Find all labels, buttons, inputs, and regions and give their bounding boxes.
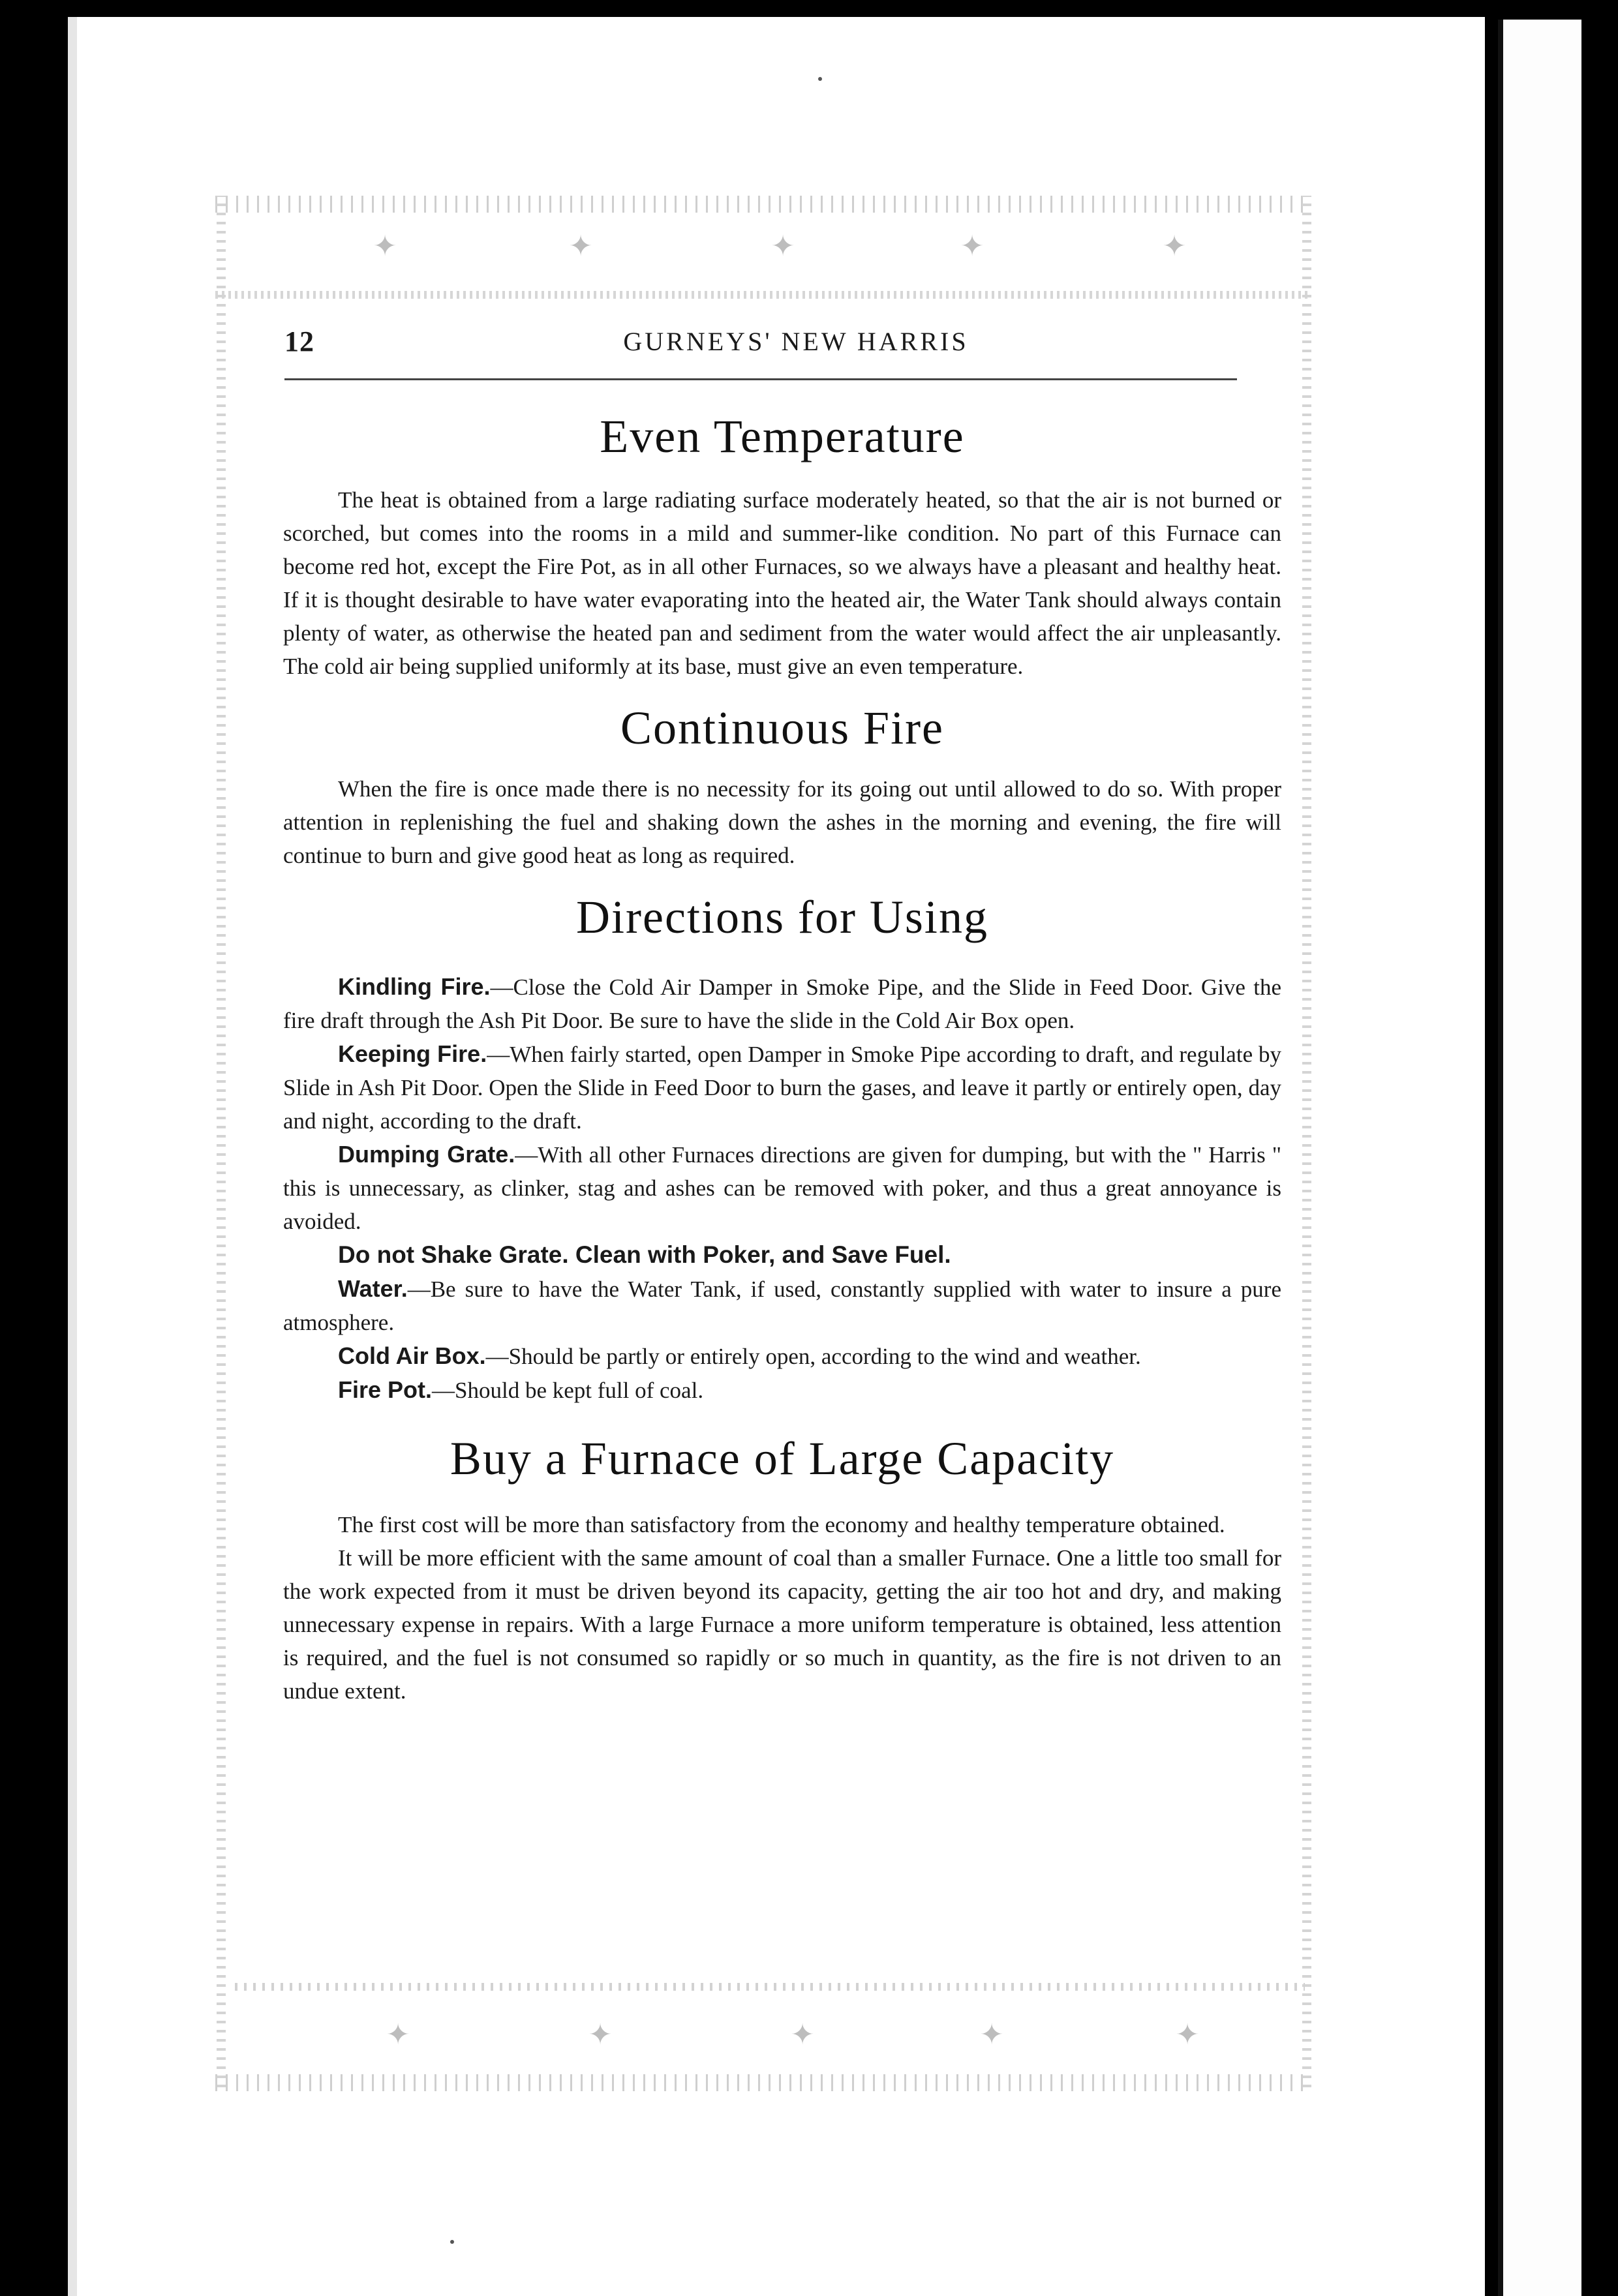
ornament-icon: ✦ bbox=[568, 230, 593, 263]
page-fold bbox=[1498, 20, 1503, 2296]
left-border-strip bbox=[217, 196, 226, 2087]
direction-term: Water. bbox=[338, 1275, 408, 1302]
section-title-large-capacity: Buy a Furnace of Large Capacity bbox=[450, 1432, 1115, 1485]
direction-item bbox=[283, 1373, 1281, 1407]
ornament-icon: ✦ bbox=[386, 2018, 410, 2051]
scan-speck bbox=[450, 2240, 454, 2244]
ornament-icon: ✦ bbox=[1162, 230, 1187, 263]
direction-item bbox=[283, 1138, 1281, 1238]
bottom-ornament-row bbox=[215, 2009, 1311, 2061]
paragraph: The heat is obtained from a large radiating surface moderately heated, so that the air is not burned or scorched, but comes into the rooms in a mild and summer-like condition. No part of this Furnace can become red hot, except the Fire Pot, as in all other Furnaces, so we always have a pleasant and healthy heat. If it is thought desirable to have water evaporating into the heated air, the Water Tank should always contain plenty of water, as otherwise the heated pan and sediment from the water would affect the air unpleasantly. The cold air being supplied uniformly at its base, must give an even temperature. bbox=[283, 487, 1281, 680]
ornament-icon: ✦ bbox=[979, 2018, 1004, 2051]
section-title-even-temperature: Even Temperature bbox=[600, 410, 965, 462]
direction-item bbox=[283, 1238, 1281, 1272]
ornament-icon: ✦ bbox=[373, 230, 397, 263]
paragraph: It will be more efficient with the same amount of coal than a smaller Furnace. One a little too small for the work expected from it must be driven beyond its capacity, getting the air too hot and dry, and making unnecessary expense in repairs. With a large Furnace a more uniform temperature is obtained, less attention is required, and the fuel is not consumed so rapidly or so much in quantity, as the fire is not driven to an undue extent. bbox=[283, 1545, 1281, 1704]
direction-text: —Close the Cold Air Damper in Smoke Pipe, and the Slide in Feed Door. Give the fire draft through the Ash Pit Door. Be sure to have the slide in the Cold Air Box open. bbox=[283, 974, 1281, 1033]
right-border-strip bbox=[1302, 196, 1311, 2087]
paragraph: The first cost will be more than satisfactory from the economy and healthy temperature obtained. bbox=[338, 1511, 1225, 1537]
ornament-icon: ✦ bbox=[1175, 2018, 1200, 2051]
scan-speck bbox=[818, 77, 822, 81]
ornament-icon: ✦ bbox=[771, 230, 795, 263]
ornament-icon: ✦ bbox=[588, 2018, 613, 2051]
direction-item bbox=[283, 970, 1281, 1037]
direction-text: —Be sure to have the Water Tank, if used, constantly supplied with water to insure a pure atmosphere. bbox=[283, 1276, 1281, 1335]
direction-term: Dumping Grate. bbox=[338, 1140, 515, 1168]
direction-text: —Should be partly or entirely open, according to the wind and weather. bbox=[485, 1343, 1141, 1369]
direction-text: —With all other Furnaces directions are given for dumping, but with the " Harris " this is unnecessary, as clinker, stag and ashes can be removed with poker, and thus a great annoyance is avoided. bbox=[283, 1141, 1281, 1234]
direction-item bbox=[283, 1339, 1281, 1373]
direction-item bbox=[283, 1272, 1281, 1339]
direction-emphasis: Do not Shake Grate. Clean with Poker, and Save Fuel. bbox=[338, 1241, 951, 1268]
direction-item bbox=[283, 1037, 1281, 1138]
running-head: GURNEYS' NEW HARRIS bbox=[623, 327, 969, 356]
paragraph: When the fire is once made there is no necessity for its going out until allowed to do so. With proper attention in replenishing the fuel and shaking down the ashes in the morning and evening, the fire will continue to burn and give good heat as long as required. bbox=[283, 776, 1281, 869]
top-border-band bbox=[215, 196, 1311, 213]
section-title-continuous-fire: Continuous Fire bbox=[620, 702, 945, 755]
direction-term: Kindling Fire. bbox=[338, 973, 491, 1000]
header-rule bbox=[284, 378, 1237, 380]
top-border-dots bbox=[215, 291, 1311, 299]
section-title-directions: Directions for Using bbox=[576, 891, 988, 944]
direction-term: Keeping Fire. bbox=[338, 1040, 487, 1067]
page-content bbox=[283, 391, 1281, 1708]
direction-text: —When fairly started, open Damper in Smoke Pipe according to draft, and regulate by Slide in Ash Pit Door. Open the Slide in Feed Door to burn the gases, and leave it partly or entirely open, day and night, according to the draft. bbox=[283, 1041, 1282, 1134]
direction-term: Cold Air Box. bbox=[338, 1342, 486, 1369]
bottom-border-band bbox=[215, 2074, 1311, 2091]
bottom-border-dots bbox=[235, 1983, 1305, 1991]
direction-term: Fire Pot. bbox=[338, 1376, 433, 1403]
facing-page-edge bbox=[1503, 20, 1581, 2296]
ornament-icon: ✦ bbox=[790, 2018, 815, 2051]
direction-text: —Should be kept full of coal. bbox=[432, 1377, 704, 1403]
page-number: 12 bbox=[284, 325, 314, 357]
ornament-icon: ✦ bbox=[960, 230, 985, 263]
top-ornament-row bbox=[215, 220, 1311, 273]
page-shadow bbox=[68, 17, 77, 2296]
